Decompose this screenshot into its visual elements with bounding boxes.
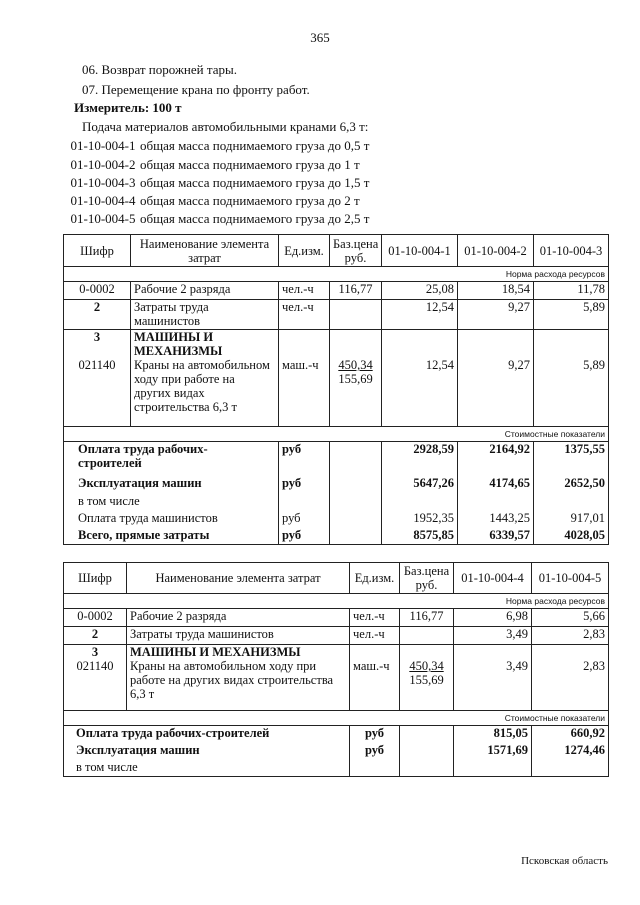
row-value: 9,27 [458,300,534,330]
section-row [64,711,609,726]
row-value: 25,08 [382,282,458,300]
row-unit: маш.-ч [279,330,330,427]
header-row [64,235,609,267]
row-price [330,300,382,330]
table-row [64,330,609,427]
row-name: в том числе [64,760,350,777]
row-value: 1571,69 [454,743,532,760]
cost-row [64,511,609,528]
row-price [330,442,382,476]
header-name: Наименование элемента затрат [127,563,350,594]
resource-table-2 [63,562,609,777]
measure-label: Измеритель: 100 т [74,100,182,115]
row-value: 4174,65 [458,476,534,494]
row-unit: руб [279,528,330,545]
row-value: 5,66 [532,609,609,627]
row-price: 116,77 [330,282,382,300]
row-value: 660,92 [532,726,609,743]
header-col-2: 01-10-004-2 [458,235,534,267]
row-value: 1952,35 [382,511,458,528]
code-row [66,193,360,209]
row-name: Затраты труда машинистов [127,627,350,645]
header-unit: Ед.изм. [279,235,330,267]
cost-label: Стоимостные показатели [64,711,609,726]
row-value: 11,78 [534,282,609,300]
row-value: 6339,57 [458,528,534,545]
code-row [66,175,369,191]
cost-row [64,760,609,777]
row-value: 12,54 [382,300,458,330]
code: 01-10-004-4 [70,193,136,208]
table-row [64,609,609,627]
header-name: Наименование элемента затрат [131,235,279,267]
code-row [66,157,360,173]
row-value: 3,49 [454,645,532,711]
row-code: 2 [64,627,127,645]
row-code: 3 021140 [64,645,127,711]
row-unit: руб [350,726,400,743]
row-unit: руб [279,511,330,528]
table-row [64,300,609,330]
row-code: 0-0002 [64,609,127,627]
row-unit: чел.-ч [279,282,330,300]
header-price: Баз.цена руб. [330,235,382,267]
total-row [64,528,609,545]
item-06: 06. Возврат порожней тары. [82,62,237,77]
item-07: 07. Перемещение крана по фронту работ. [82,82,310,97]
cost-row [64,726,609,743]
row-name: Эксплуатация машин [64,476,279,494]
row-value: 9,27 [458,330,534,427]
row-name: Эксплуатация машин [64,743,350,760]
row-value: 12,54 [382,330,458,427]
row-value: 2,83 [532,645,609,711]
code-text: общая масса поднимаемого груза до 1,5 т [140,175,370,190]
row-price: 116,77 [400,609,454,627]
row-code: 3 021140 [64,330,131,427]
row-value: 18,54 [458,282,534,300]
row-value: 6,98 [454,609,532,627]
row-price [400,627,454,645]
row-name: в том числе [64,494,279,511]
code: 01-10-004-1 [70,138,136,153]
row-value: 815,05 [454,726,532,743]
row-name: МАШИНЫ И МЕХАНИЗМЫ Краны на автомобильном ходу при работе на других видах строительства 6,3 т [131,330,279,427]
section-row [64,594,609,609]
header-col-5: 01-10-004-5 [532,563,609,594]
page-number: 365 [310,30,330,45]
row-value: 5,89 [534,300,609,330]
row-value: 2,83 [532,627,609,645]
header-col-4: 01-10-004-4 [454,563,532,594]
header-col-1: 01-10-004-1 [382,235,458,267]
row-value: 2928,59 [382,442,458,476]
header-price: Баз.цена руб. [400,563,454,594]
row-value: 1274,46 [532,743,609,760]
row-value: 917,01 [534,511,609,528]
code-text: общая масса поднимаемого груза до 0,5 т [140,138,370,153]
header-col-3: 01-10-004-3 [534,235,609,267]
row-code: 2 [64,300,131,330]
row-value: 2164,92 [458,442,534,476]
row-name: МАШИНЫ И МЕХАНИЗМЫ Краны на автомобильном ходу при работе на других видах строительства 6,3 т [127,645,350,711]
code-row [66,211,369,227]
row-name: Рабочие 2 разряда [127,609,350,627]
row-unit: руб [350,743,400,760]
header-unit: Ед.изм. [350,563,400,594]
norm-label: Норма расхода ресурсов [64,594,609,609]
row-value: 5647,26 [382,476,458,494]
row-unit: руб [279,442,330,476]
row-value: 4028,05 [534,528,609,545]
code-text: общая масса поднимаемого груза до 2,5 т [140,211,370,226]
row-unit: чел.-ч [350,627,400,645]
row-name: Оплата труда рабочих-строителей [64,726,350,743]
row-name: Рабочие 2 разряда [131,282,279,300]
row-name: Всего, прямые затраты [64,528,279,545]
row-value: 1375,55 [534,442,609,476]
code-text: общая масса поднимаемого груза до 1 т [140,157,360,172]
section-row [64,427,609,442]
row-price [330,476,382,494]
row-value: 2652,50 [534,476,609,494]
cost-row [64,476,609,494]
code: 01-10-004-2 [70,157,136,172]
row-value: 3,49 [454,627,532,645]
cost-row [64,494,609,511]
row-name: Затраты труда машинистов [131,300,279,330]
code-row [66,138,369,154]
row-unit: чел.-ч [350,609,400,627]
row-value: 1443,25 [458,511,534,528]
row-code: 0-0002 [64,282,131,300]
row-value: 5,89 [534,330,609,427]
row-unit: руб [279,476,330,494]
supply-heading: Подача материалов автомобильными кранами 6,3 т: [82,119,369,134]
resource-table-1 [63,234,609,545]
row-value: 8575,85 [382,528,458,545]
table-row [64,627,609,645]
code-text: общая масса поднимаемого груза до 2 т [140,193,360,208]
header-code: Шифр [64,235,131,267]
cost-label: Стоимостные показатели [64,427,609,442]
cost-row [64,743,609,760]
table-row [64,282,609,300]
row-name: Оплата труда рабочих- строителей [64,442,279,476]
header-code: Шифр [64,563,127,594]
row-price: 450,34 155,69 [400,645,454,711]
table-row [64,645,609,711]
row-price: 450,34 155,69 [330,330,382,427]
section-row [64,267,609,282]
code: 01-10-004-3 [70,175,136,190]
header-row [64,563,609,594]
cost-row [64,442,609,476]
row-unit: маш.-ч [350,645,400,711]
footer-region: Псковская область [521,855,608,867]
norm-label: Норма расхода ресурсов [64,267,609,282]
row-name: Оплата труда машинистов [64,511,279,528]
row-unit: чел.-ч [279,300,330,330]
code: 01-10-004-5 [70,211,136,226]
